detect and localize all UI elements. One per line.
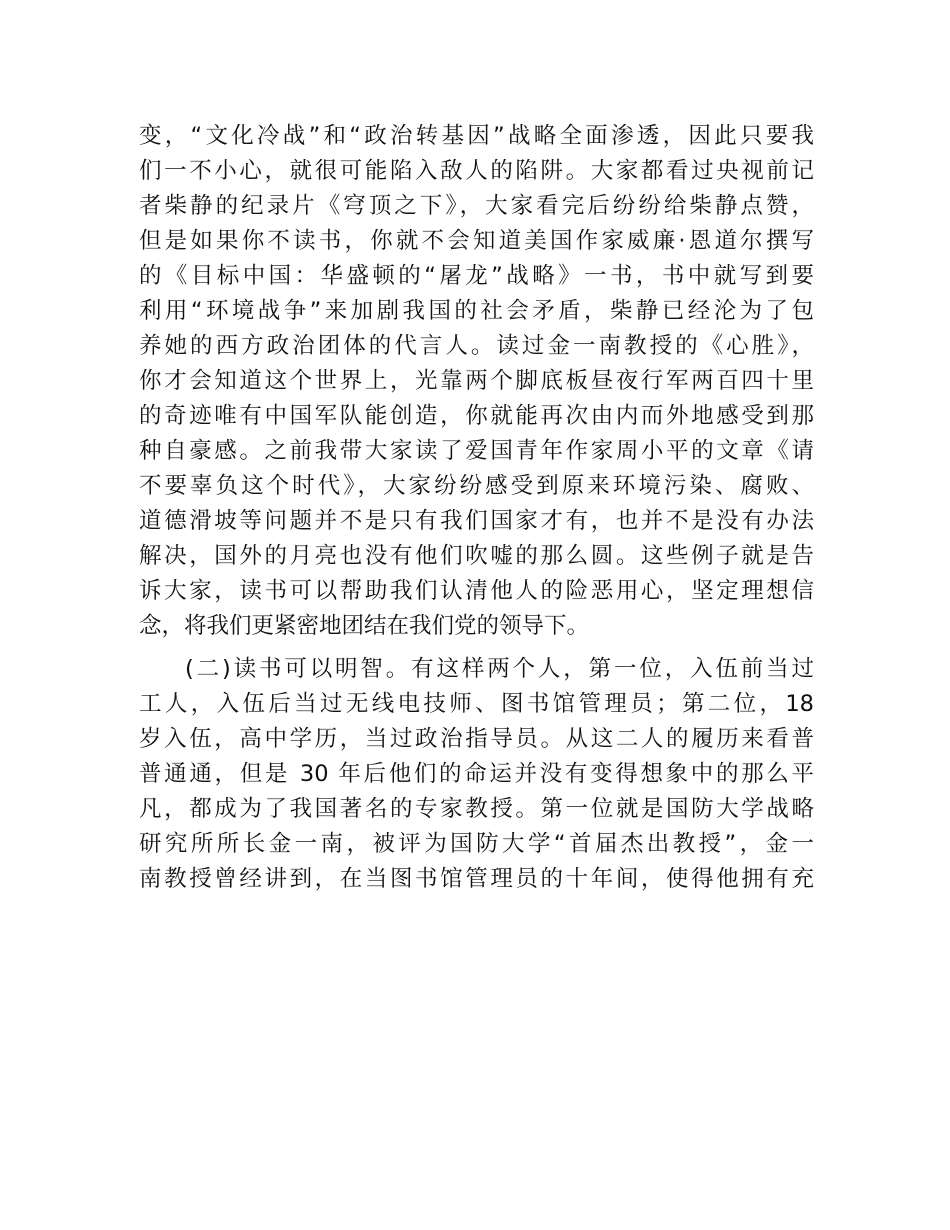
document-body xyxy=(139,119,814,897)
text-line: 念，将我们更紧密地团结在我们党的领导下。 xyxy=(139,613,590,639)
text-line: 养她的西方政治团体的代言人。读过金一南教授的《心胜》， xyxy=(139,333,814,359)
text-line: 但是如果你不读书，你就不会知道美国作家威廉·恩道尔撰写 xyxy=(139,228,814,254)
text-line: 普通通，但是 30 年后他们的命运并没有变得想象中的那么平 xyxy=(139,761,814,788)
text-line: 者柴静的纪录片《穹顶之下》，大家看完后纷纷给柴静点赞， xyxy=(139,193,814,219)
text-line: 解决，国外的月亮也没有他们吹嘘的那么圆。这些例子就是告 xyxy=(139,543,814,569)
paragraph-2 xyxy=(139,652,814,897)
text-line: 变，“文化冷战”和“政治转基因”战略全面渗透，因此只要我 xyxy=(139,123,814,149)
text-line: 们一不小心，就很可能陷入敌人的陷阱。大家都看过央视前记 xyxy=(139,158,814,184)
text-line: 的奇迹唯有中国军队能创造，你就能再次由内而外地感受到那 xyxy=(139,403,814,429)
text-line: 道德滑坡等问题并不是只有我们国家才有，也并不是没有办法 xyxy=(139,508,814,534)
text-line: 工人，入伍后当过无线电技师、图书馆管理员；第二位，18 xyxy=(139,691,814,718)
text-line: 研究所所长金一南，被评为国防大学“首届杰出教授”，金一 xyxy=(139,831,814,858)
text-line: 南教授曾经讲到，在当图书馆管理员的十年间，使得他拥有充 xyxy=(139,866,814,893)
text-line: 的《目标中国：华盛顿的“屠龙”战略》一书，书中就写到要 xyxy=(139,263,814,289)
text-line: (二)读书可以明智。有这样两个人，第一位，入伍前当过 xyxy=(185,656,814,683)
text-line: 你才会知道这个世界上，光靠两个脚底板昼夜行军两百四十里 xyxy=(139,368,814,394)
text-line: 岁入伍，高中学历，当过政治指导员。从这二人的履历来看普 xyxy=(139,726,814,753)
text-line: 诉大家，读书可以帮助我们认清他人的险恶用心，坚定理想信 xyxy=(139,578,814,604)
paragraph-1 xyxy=(139,119,814,644)
text-line: 凡，都成为了我国著名的专家教授。第一位就是国防大学战略 xyxy=(139,796,814,823)
paragraph-gap xyxy=(139,644,814,652)
text-line: 种自豪感。之前我带大家读了爱国青年作家周小平的文章《请 xyxy=(139,438,814,464)
text-line: 利用“环境战争”来加剧我国的社会矛盾，柴静已经沦为了包 xyxy=(139,298,814,324)
text-line: 不要辜负这个时代》，大家纷纷感受到原来环境污染、腐败、 xyxy=(139,473,814,499)
